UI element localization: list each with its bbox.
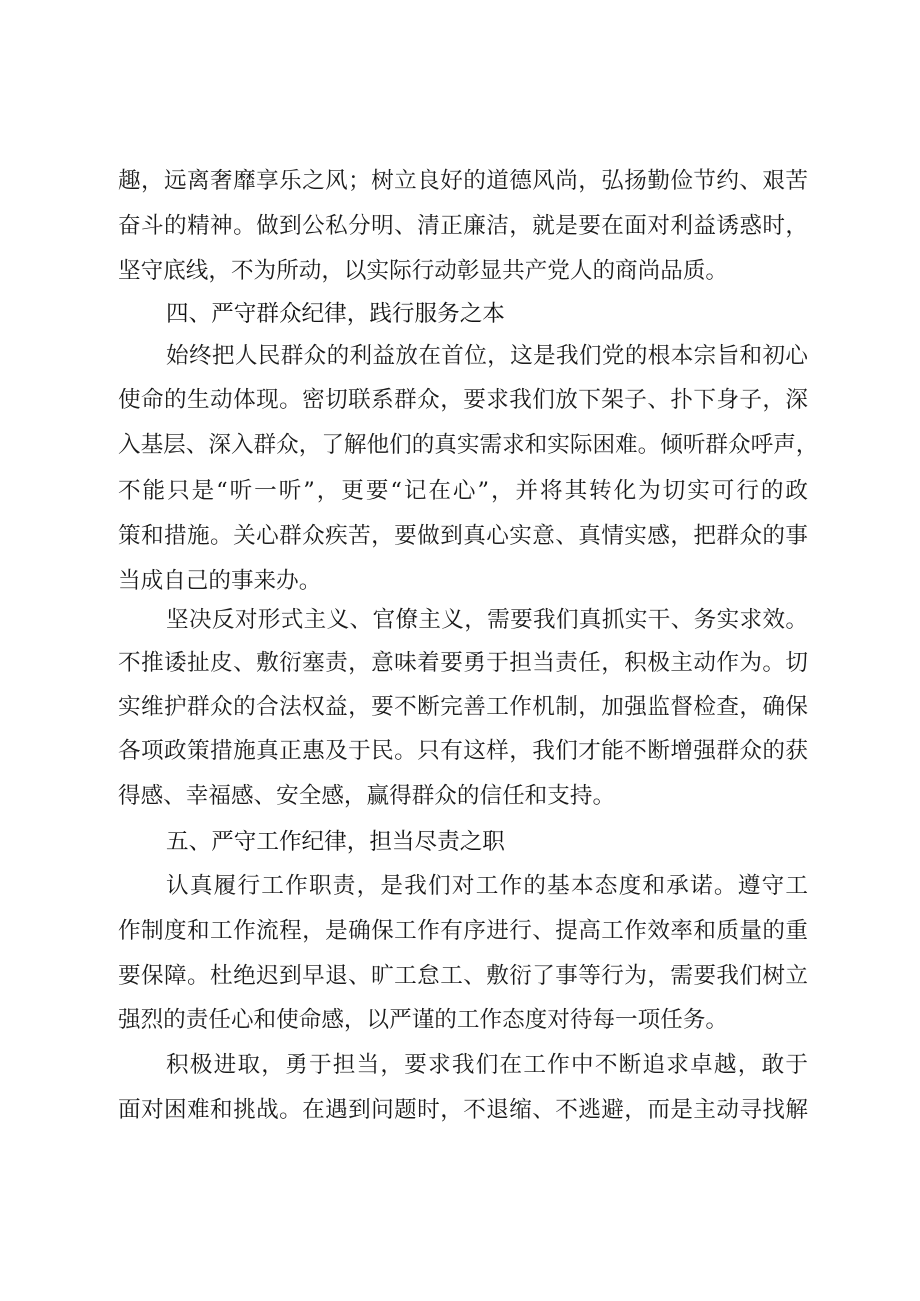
- paragraph-line: 当成自己的事来办。: [118, 568, 322, 594]
- paragraph-line: 要保障。杜绝迟到早退、旷工怠工、敷衍了事等行为，需要我们树立: [118, 963, 808, 989]
- paragraph-line: 各项政策措施真正惠及于民。只有这样，我们才能不断增强群众的获: [118, 738, 808, 764]
- paragraph-line: 使命的生动体现。密切联系群众，要求我们放下架子、扑下身子，深: [118, 387, 808, 413]
- paragraph-line: 作制度和工作流程，是确保工作有序进行、提高工作效率和质量的重: [118, 918, 808, 944]
- section-heading: 四、严守群众纪律，践行服务之本: [166, 301, 505, 327]
- paragraph-line: 不能只是“听一听”，更要“记在心”，并将其转化为切实可行的政: [118, 478, 808, 504]
- paragraph-line: 实维护群众的合法权益，要不断完善工作机制，加强监督检查，确保: [118, 694, 808, 720]
- paragraph-line: 坚决反对形式主义、官僚主义，需要我们真抓实干、务实求效。: [166, 607, 808, 633]
- paragraph-line: 坚守底线，不为所动，以实际行动彰显共产党人的商尚品质。: [118, 258, 729, 284]
- paragraph-line: 趣，远离奢靡享乐之风；树立良好的道德风尚，弘扬勤俭节约、艰苦: [118, 168, 808, 194]
- paragraph-line: 认真履行工作职责，是我们对工作的基本态度和承诺。遵守工: [166, 873, 808, 899]
- paragraph-line: 面对困难和挑战。在遇到问题时，不退缩、不逃避，而是主动寻找解: [118, 1097, 808, 1123]
- paragraph-line: 入基层、深入群众，了解他们的真实需求和实际困难。倾听群众呼声，: [118, 432, 819, 458]
- paragraph-line: 始终把人民群众的利益放在首位，这是我们党的根本宗旨和初心: [166, 343, 808, 369]
- paragraph-line: 得感、幸福感、安全感，赢得群众的信任和支持。: [118, 783, 616, 809]
- paragraph-line: 奋斗的精神。做到公私分明、清正廉洁，就是要在面对利益诱惑时，: [118, 213, 808, 239]
- paragraph-line: 强烈的责任心和使命感，以严谨的工作态度对待每一项任务。: [118, 1007, 729, 1033]
- section-heading: 五、严守工作纪律，担当尽责之职: [166, 829, 505, 855]
- paragraph-line: 积极进取，勇于担当，要求我们在工作中不断追求卓越，敢于: [166, 1052, 808, 1078]
- paragraph-line: 策和措施。关心群众疾苦，要做到真心实意、真情实感，把群众的事: [118, 523, 808, 549]
- paragraph-line: 不推诿扯皮、敷衍塞责，意味着要勇于担当责任，积极主动作为。切: [118, 650, 808, 676]
